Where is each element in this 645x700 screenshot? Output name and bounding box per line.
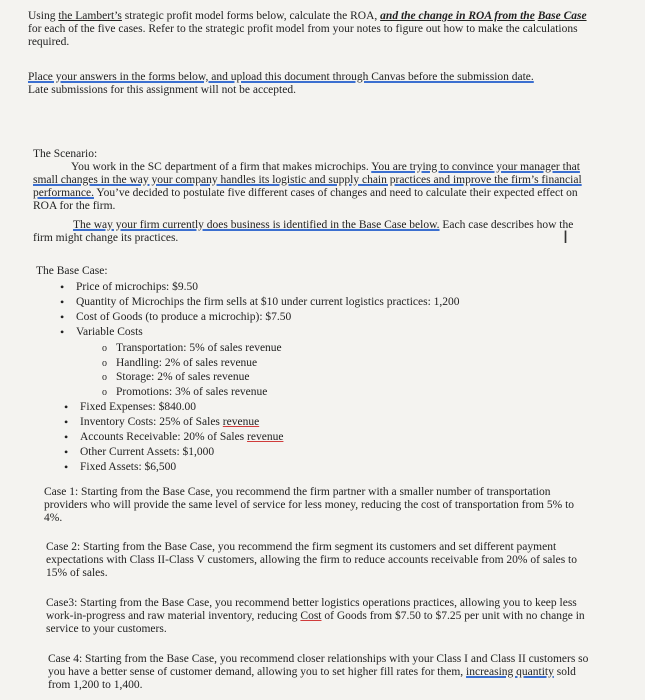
scenario-highlight: You are trying to convince your manager that small changes in the way your company handles its logistic and supply chain practices and improve the firm’s financial performance. bbox=[33, 161, 582, 199]
list-item: • Other Current Assets: $1,000 bbox=[80, 446, 480, 461]
list-item: • Fixed Assets: $6,500 bbox=[80, 461, 480, 476]
scenario-text: You work in the SC department of a firm that makes microchips. bbox=[71, 161, 372, 173]
case-3: Case3: Starting from the Base Case, you recommend better logistics operations practices, allowing you to keep less work-in-progress and raw material inventory, reducing Cost of Goods from $7.50 to $7.25 per unit with no change in service to your customers. bbox=[46, 597, 585, 635]
scenario-paragraph-2 bbox=[33, 219, 593, 248]
base-case-heading: The Base Case: bbox=[36, 265, 108, 277]
scenario-highlight: The way your firm currently does business is identified in the Base Case below. bbox=[73, 219, 440, 231]
list-item: • Variable Costs bbox=[76, 326, 606, 341]
list-item: o Transportation: 5% of sales revenue bbox=[116, 342, 416, 357]
intro-text: the Lambert’s bbox=[58, 10, 122, 22]
scenario-heading: The Scenario: bbox=[33, 148, 98, 160]
scenario-text: Each case describes how the firm might change its practices. bbox=[33, 219, 574, 244]
intro-text: for each of the five cases. Refer to the strategic profit model from your notes to figure out how to make the calculations required. bbox=[28, 23, 578, 48]
case-2: Case 2: Starting from the Base Case, you recommend the firm segment its customers and set different payment expectations with Class II-Class V customers, allowing the firm to reduce accounts receivable from 20% of sales to 15% of sales. bbox=[46, 541, 577, 579]
scenario-paragraph bbox=[33, 161, 603, 213]
list-item: • Accounts Receivable: 20% of Sales revenue bbox=[80, 431, 480, 446]
text-cursor-icon: I bbox=[563, 228, 569, 248]
list-item: o Handling: 2% of sales revenue bbox=[116, 357, 416, 372]
case-1: Case 1: Starting from the Base Case, you recommend the firm partner with a smaller number of transportation providers who will provide the same level of service for less money, reducing the cost of transportation from 5% to 4%. bbox=[44, 486, 575, 524]
intro-text: strategic profit model forms below, calculate the ROA, bbox=[121, 10, 381, 22]
assets-list bbox=[80, 401, 480, 476]
list-item: • Quantity of Microchips the firm sells at $10 under current logistics practices: 1,200 bbox=[76, 296, 606, 311]
submission-instruction: Place your answers in the forms below, and upload this document through Canvas before the submission date. bbox=[28, 71, 534, 83]
case-4: Case 4: Starting from the Base Case, you recommend closer relationships with your Class I and Class II customers so you have a better sense of customer demand, allowing you to set higher fill rates for them, increasing quantity sold from 1,200 to 1,400. bbox=[48, 653, 589, 691]
variable-costs-list bbox=[116, 342, 416, 400]
submission-paragraph bbox=[28, 71, 598, 97]
list-item: • Fixed Expenses: $840.00 bbox=[80, 401, 480, 416]
list-item: • Price of microchips: $9.50 bbox=[76, 281, 606, 296]
intro-emphasis: Base Case bbox=[537, 10, 587, 22]
list-item: o Storage: 2% of sales revenue bbox=[116, 371, 416, 386]
list-item: o Promotions: 3% of sales revenue bbox=[116, 386, 416, 401]
scenario-text: You’ve decided to postulate five different cases of changes and need to calculate their expected effect on ROA for the firm. bbox=[33, 187, 578, 212]
base-case-list bbox=[76, 281, 606, 341]
intro-emphasis: and the change in ROA from the bbox=[380, 10, 535, 22]
list-item: • Cost of Goods (to produce a microchip): $7.50 bbox=[76, 311, 606, 326]
list-item: • Inventory Costs: 25% of Sales revenue bbox=[80, 416, 480, 431]
instructions-paragraph bbox=[28, 10, 598, 49]
intro-text: Using bbox=[28, 10, 59, 22]
late-policy: Late submissions for this assignment will not be accepted. bbox=[28, 84, 296, 96]
